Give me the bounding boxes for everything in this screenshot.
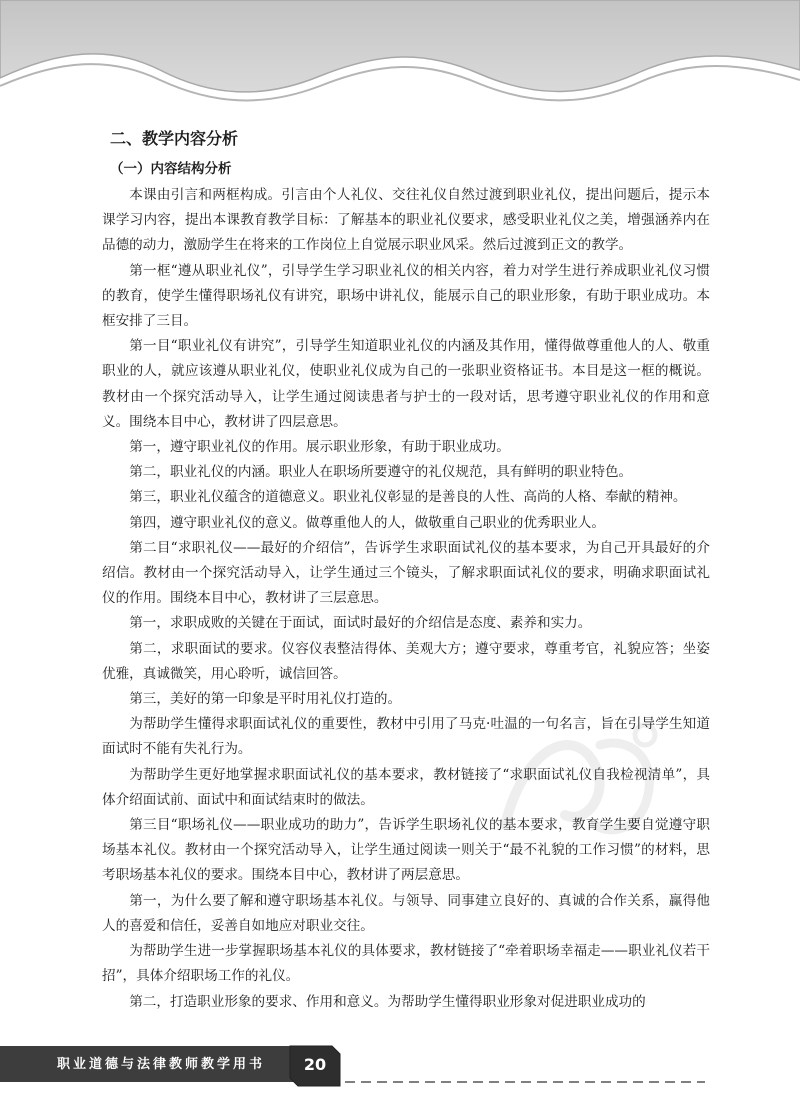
body-paragraph: 第四，遵守职业礼仪的意义。做尊重他人的人，做敬重自己职业的优秀职业人。 (129, 514, 605, 531)
footer-book-title: 职业道德与法律教师教学用书 (56, 1057, 265, 1072)
page-body (102, 128, 710, 1015)
body-paragraph: 为帮助学生懂得求职面试礼仪的重要性，教材中引用了马克·吐温的一句名言，旨在引导学生知道面试时不能有失礼行为。 (102, 716, 710, 758)
paragraph-list (102, 183, 710, 1015)
page-number: 20 (303, 1055, 327, 1074)
body-paragraph: 第一，求职成败的关键在于面试，面试时最好的介绍信是态度、素养和实力。 (129, 615, 592, 632)
body-paragraph: 第三，职业礼仪蕴含的道德意义。职业礼仪彰显的是善良的人性、高尚的人格、奉献的精神。 (129, 489, 687, 506)
body-paragraph: 第一目“职业礼仪有讲究”，引导学生知道职业礼仪的内涵及其作用，懂得做尊重他人的人、敬重职业的人，就应该遵从职业礼仪，使职业礼仪成为自己的一张职业资格证书。本目是这一框的概说。教材由一个探究活动导入，让学生通过阅读患者与护士的一段对话，思考遵守职业礼仪的作用和意义。围绕本目中心，教材讲了四层意思。 (102, 338, 710, 430)
header-wave-band (0, 0, 800, 130)
body-paragraph: 第一，遵守职业礼仪的作用。展示职业形象，有助于职业成功。 (129, 439, 510, 456)
body-paragraph: 第二，求职面试的要求。仪容仪表整洁得体、美观大方；遵守要求，尊重考官，礼貌应答；坐姿优雅，真诚微笑，用心聆听，诚信回答。 (102, 640, 710, 682)
body-paragraph: 为帮助学生更好地掌握求职面试礼仪的基本要求，教材链接了“求职面试礼仪自我检视清单”，具体介绍面试前、面试中和面试结束时的做法。 (102, 766, 710, 808)
body-paragraph: 第一框“遵从职业礼仪”，引导学生学习职业礼仪的相关内容，着力对学生进行养成职业礼仪习惯的教育，使学生懂得职场礼仪有讲究，职场中讲礼仪，能展示自己的职业形象，有助于职业成功。本框安排了三目。 (102, 262, 710, 330)
body-paragraph: 第二，打造职业形象的要求、作用和意义。为帮助学生懂得职业形象对促进职业成功的 (129, 993, 646, 1010)
body-paragraph: 第三，美好的第一印象是平时用礼仪打造的。 (129, 691, 402, 708)
body-paragraph: 第二，职业礼仪的内涵。职业人在职场所要遵守的礼仪规范，具有鲜明的职业特色。 (129, 464, 633, 481)
subsection-heading: （一）内容结构分析 (110, 161, 232, 177)
body-paragraph: 第二目“求职礼仪——最好的介绍信”，告诉学生求职面试礼仪的基本要求，为自己开具最好的介绍信。教材由一个探究活动导入，让学生通过三个镜头，了解求职面试礼仪的要求，明确求职面试礼仪的作用。围绕本目中心，教材讲了三层意思。 (102, 539, 710, 607)
body-paragraph: 为帮助学生进一步掌握职场基本礼仪的具体要求，教材链接了“牵着职场幸福走——职业礼仪若干招”，具体介绍职场工作的礼仪。 (102, 943, 710, 985)
body-paragraph: 第三目“职场礼仪——职业成功的助力”，告诉学生职场礼仪的基本要求，教育学生要自觉遵守职场基本礼仪。教材由一个探究活动导入，让学生通过阅读一则关于“最不礼貌的工作习惯”的材料，思考职场基本礼仪的要求。围绕本目中心，教材讲了两层意思。 (102, 817, 710, 884)
body-paragraph: 本课由引言和两框构成。引言由个人礼仪、交往礼仪自然过渡到职业礼仪，提出问题后，提示本课学习内容，提出本课教育教学目标：了解基本的职业礼仪要求，感受职业礼仪之美，增强涵养内在品德的动力，激励学生在将来的工作岗位上自觉展示职业风采。然后过渡到正文的教学。 (102, 187, 710, 254)
body-paragraph: 第一，为什么要了解和遵守职场基本礼仪。与领导、同事建立良好的、真诚的合作关系，赢得他人的喜爱和信任，妥善自如地应对职业交往。 (102, 892, 710, 934)
section-heading: 二、教学内容分析 (110, 129, 239, 148)
